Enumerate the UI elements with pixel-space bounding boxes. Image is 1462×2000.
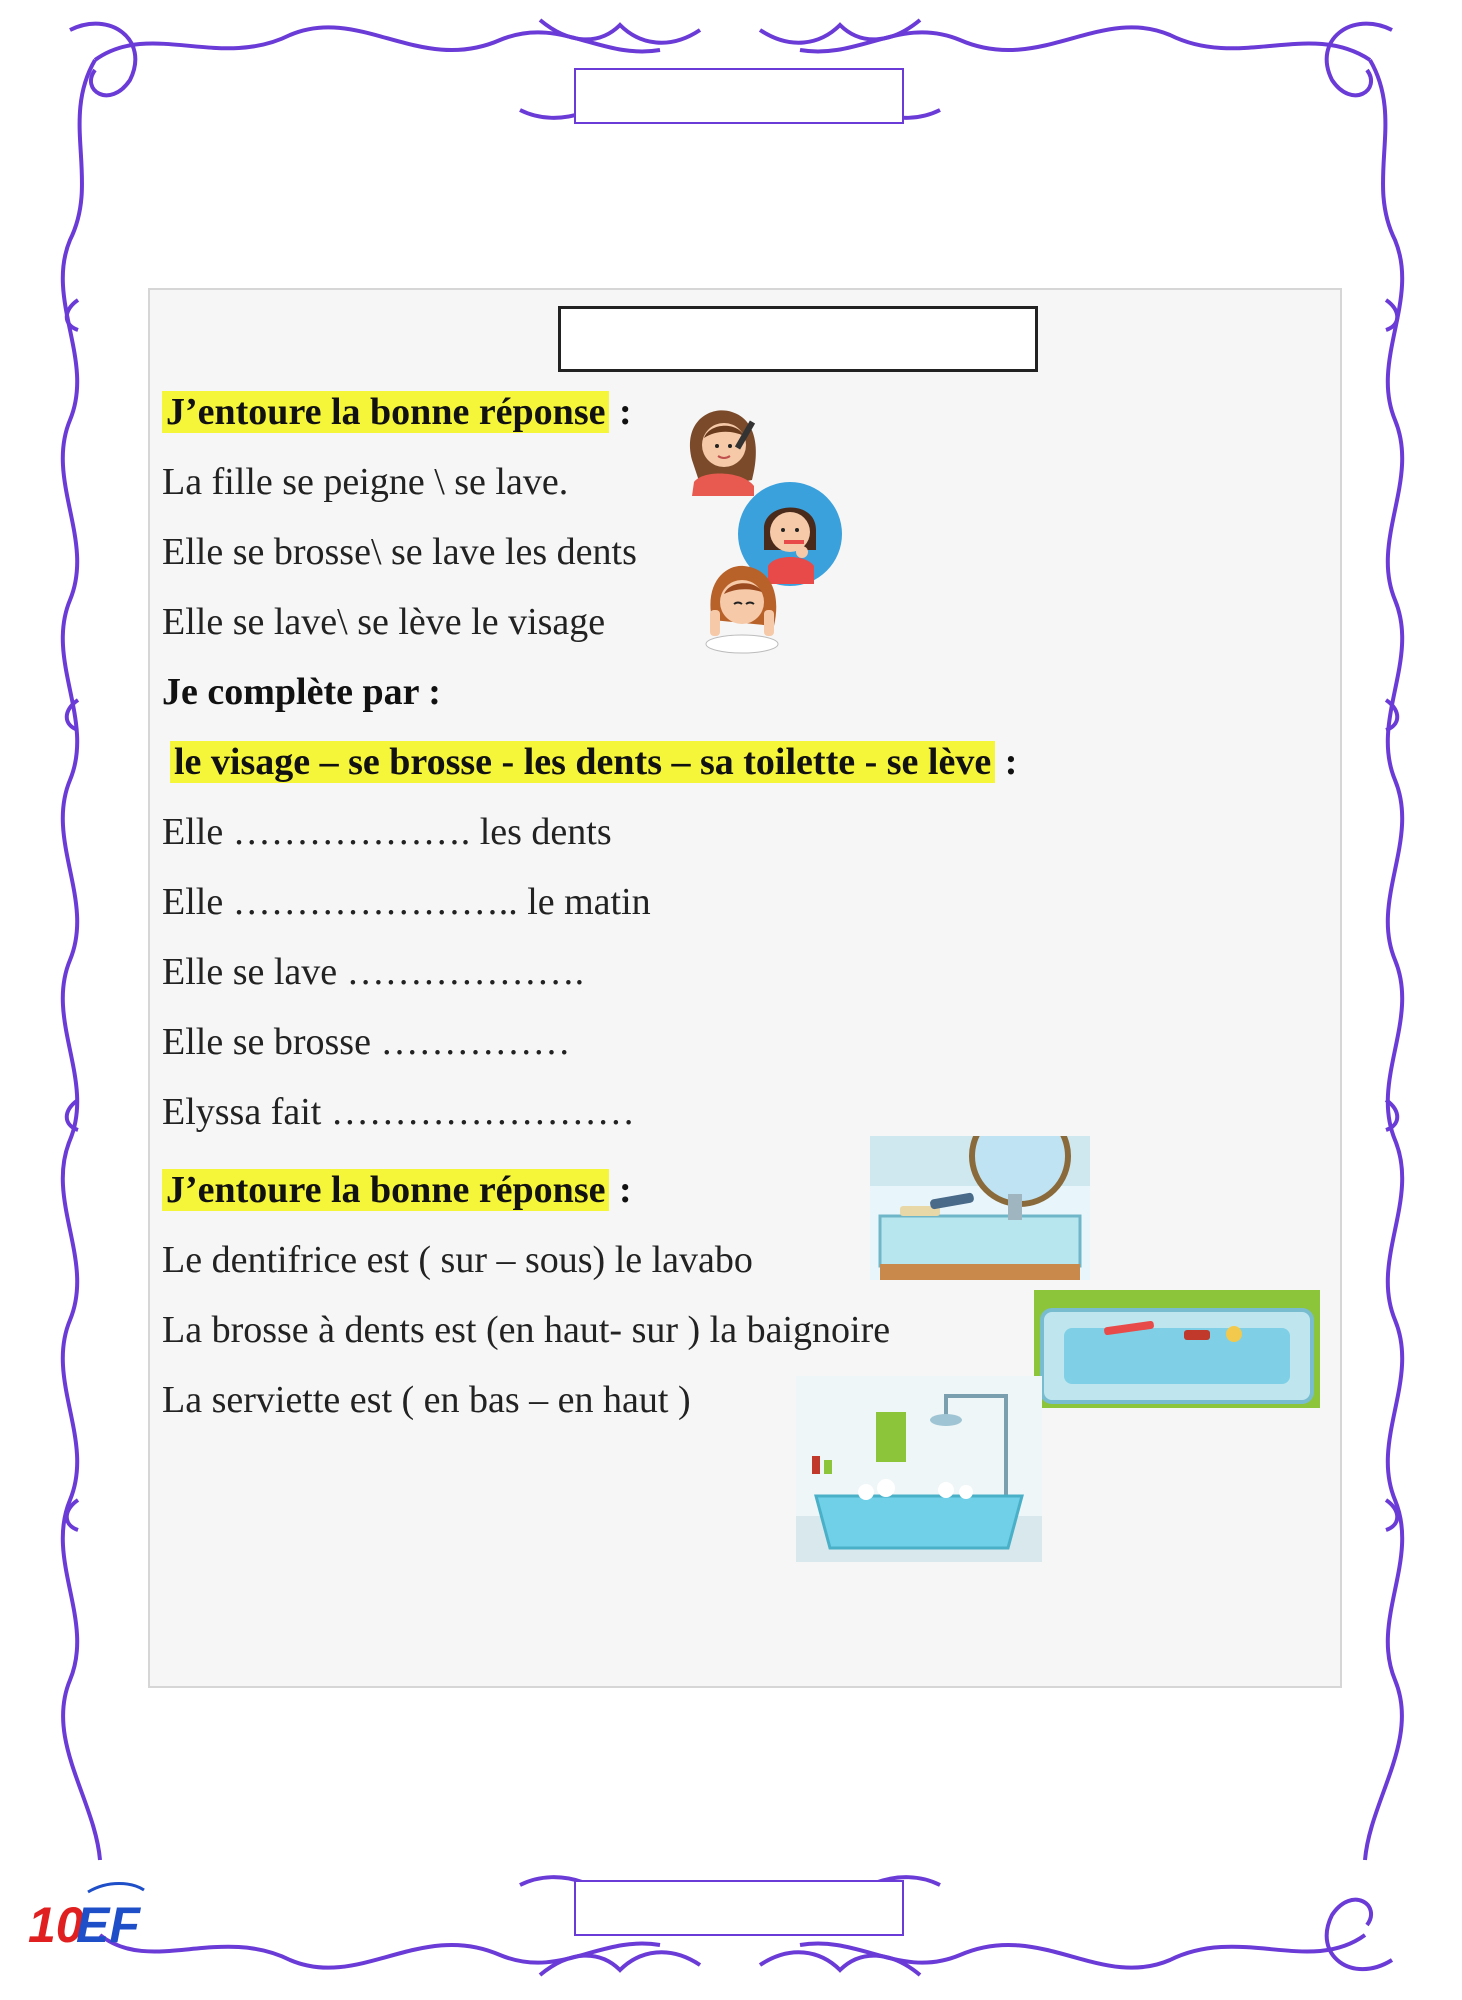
section-1-title-text: J’entoure la bonne réponse xyxy=(162,391,609,433)
section-3-title-text: J’entoure la bonne réponse xyxy=(162,1169,609,1211)
word-bank-text: le visage – se brosse - les dents – sa toilette - se lève xyxy=(170,741,995,783)
section-1-title: J’entoure la bonne réponse : xyxy=(162,390,632,434)
logo-number: 10 xyxy=(28,1897,84,1953)
top-label-box xyxy=(574,68,904,124)
section-2-title: Je complète par : xyxy=(162,671,441,713)
exercise-3-item-3: La serviette est ( en bas – en haut ) xyxy=(162,1379,691,1421)
section-3-title: J’entoure la bonne réponse : xyxy=(162,1168,632,1212)
bathtub-edge-image xyxy=(1034,1290,1320,1408)
worksheet-title-box xyxy=(558,306,1038,372)
bathroom-shower-image xyxy=(796,1376,1042,1562)
exercise-2-item-3: Elle se lave ………………. xyxy=(162,951,585,993)
exercise-2-item-5: Elyssa fait …………………… xyxy=(162,1091,635,1133)
exercise-3-item-2: La brosse à dents est (en haut- sur ) la baignoire xyxy=(162,1309,891,1351)
bottom-label-box xyxy=(574,1880,904,1936)
exercise-3-item-1: Le dentifrice est ( sur – sous) le lavabo xyxy=(162,1239,753,1281)
exercise-2-item-2: Elle ………………….. le matin xyxy=(162,881,651,923)
exercise-1-item-3: Elle se lave\ se lève le visage xyxy=(162,601,606,643)
bathroom-sink-image xyxy=(870,1136,1090,1280)
logo-letters: EF xyxy=(76,1897,140,1953)
exercise-1-item-1: La fille se peigne \ se lave. xyxy=(162,461,569,503)
logo xyxy=(28,1880,148,1956)
word-bank: le visage – se brosse - les dents – sa toilette - se lève : xyxy=(170,740,1017,784)
exercise-2-item-1: Elle ………………. les dents xyxy=(162,811,612,853)
girl-washing-face-icon xyxy=(698,560,786,656)
exercise-1-item-2: Elle se brosse\ se lave les dents xyxy=(162,531,637,573)
exercise-2-item-4: Elle se brosse …………… xyxy=(162,1021,571,1063)
worksheet xyxy=(148,288,1342,1688)
